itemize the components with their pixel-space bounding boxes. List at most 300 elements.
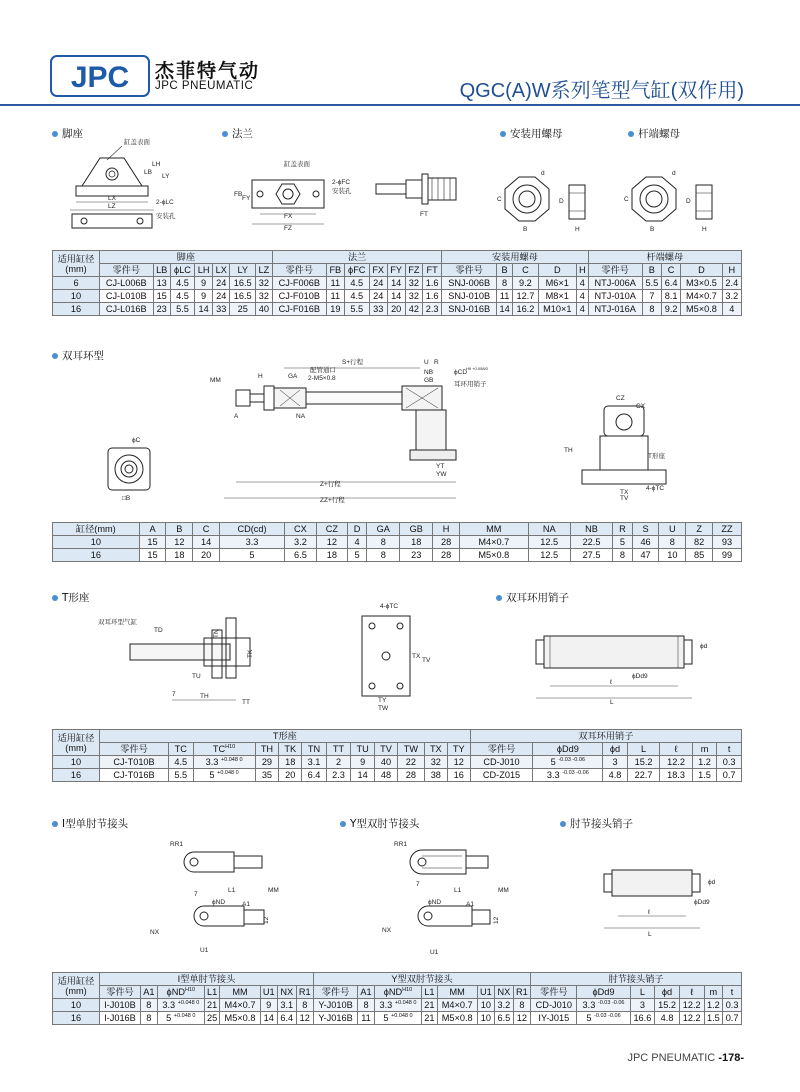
table-cell: I-J016B: [100, 1012, 141, 1025]
table-cell: M5×0.8: [459, 549, 528, 562]
label-mount-hole: 安装孔: [332, 188, 352, 195]
column-header: t: [717, 743, 742, 756]
svg-text:TH: TH: [200, 693, 209, 700]
column-header: 零件号: [313, 986, 357, 999]
table-cell: 14: [351, 769, 375, 782]
table-cell: [193, 769, 255, 782]
svg-text:L: L: [648, 931, 652, 938]
column-header: TW: [397, 743, 424, 756]
header-bore: 适用缸径 (mm): [53, 730, 100, 756]
column-header: B: [642, 264, 661, 277]
column-header: Z: [686, 523, 713, 536]
svg-text:MM: MM: [498, 887, 509, 894]
table-cell: [374, 999, 421, 1012]
column-header: A1: [358, 986, 375, 999]
svg-text:TX: TX: [620, 489, 629, 496]
table-cell: 4.5: [170, 277, 194, 290]
table-cell: 8: [140, 999, 157, 1012]
section-label-joint-pin: [560, 816, 633, 831]
svg-text:12: 12: [493, 916, 500, 924]
table-cell: 23: [400, 549, 433, 562]
svg-text:LH: LH: [152, 161, 161, 168]
table-cell: 9: [195, 277, 213, 290]
column-header: TT: [326, 743, 351, 756]
table-cell: 46: [632, 536, 659, 549]
section-label-flange: [222, 126, 253, 141]
spec-table-t-bracket-pin: [52, 729, 742, 782]
table-cell: 42: [405, 303, 422, 316]
table-cell: 18: [400, 536, 433, 549]
svg-text:TV: TV: [620, 495, 629, 502]
column-header: C: [193, 523, 220, 536]
table-cell: 5.5: [344, 303, 369, 316]
svg-text:CX: CX: [636, 403, 646, 410]
svg-text:ℓ: ℓ: [648, 909, 651, 916]
column-header: FT: [423, 264, 442, 277]
table-cell: 8: [140, 1012, 157, 1025]
cell-value: 5: [209, 769, 215, 780]
table-cell: 12.7: [513, 290, 538, 303]
page-title: QGC(A)W系列笔型气缸(双作用): [459, 80, 744, 102]
column-header: H: [576, 264, 588, 277]
bullet-icon: [628, 131, 634, 137]
column-header: ℓ: [660, 743, 692, 756]
column-header: 零件号: [272, 264, 326, 277]
table-cell: 4: [576, 290, 588, 303]
table-cell: 28: [397, 769, 424, 782]
column-header: 零件号: [100, 986, 141, 999]
table-cell: 24: [213, 290, 230, 303]
table-cell: 12.5: [528, 536, 570, 549]
table-cell: IY-J015: [531, 1012, 577, 1025]
table-cell: M4×0.7: [220, 999, 260, 1012]
table-cell: 6.5: [284, 549, 316, 562]
table-cell: 24: [369, 290, 387, 303]
table-cell: 14: [195, 303, 213, 316]
table-cell: 15: [153, 290, 170, 303]
table-cell: M6×1: [538, 277, 576, 290]
svg-text:B: B: [650, 226, 655, 233]
table-cell: 18: [279, 756, 302, 769]
column-header: t: [723, 986, 742, 999]
svg-text:NB: NB: [424, 369, 434, 376]
table-cell: 15.2: [627, 756, 659, 769]
column-header: TV: [375, 743, 398, 756]
column-header: MM: [437, 986, 477, 999]
table-cell: 2.3: [423, 303, 442, 316]
svg-text:L1: L1: [228, 887, 236, 894]
table-cell: CJ-T010B: [100, 756, 169, 769]
brand-name-en: JPC PNEUMATIC: [155, 80, 254, 92]
column-header: ϕFC: [344, 264, 369, 277]
header-flange: 法兰: [272, 251, 442, 264]
table-cell: 4.5: [168, 756, 193, 769]
brand-name-cn: 杰菲特气动: [155, 60, 261, 82]
svg-text:YW: YW: [436, 471, 447, 478]
column-header: R1: [296, 986, 313, 999]
svg-text:U1: U1: [200, 947, 209, 954]
svg-text:7: 7: [416, 881, 420, 888]
table-cell: 1.5: [692, 769, 717, 782]
bullet-icon: [52, 595, 58, 601]
table-cell: CD-Z015: [470, 769, 533, 782]
svg-text:NA: NA: [296, 413, 306, 420]
svg-text:TD: TD: [154, 627, 163, 634]
svg-text:H9 +0.058/0: H9 +0.058/0: [466, 366, 488, 371]
table-cell: 4.5: [170, 290, 194, 303]
table-cell: 0.7: [717, 769, 742, 782]
svg-text:H: H: [702, 226, 707, 233]
clevis-pin-drawing: [530, 626, 730, 706]
tolerance: +0.048 0: [173, 1012, 196, 1019]
table-cell: Y-J016B: [313, 1012, 357, 1025]
table-cell: 11: [326, 277, 344, 290]
header-bore: 适用缸径 (mm): [53, 973, 100, 999]
bullet-icon: [52, 353, 58, 359]
table-cell: 6.4: [302, 769, 327, 782]
section-label-clevis-pin: [496, 590, 569, 605]
cell-value: 3.3: [546, 769, 560, 780]
table-cell: 8: [367, 536, 400, 549]
table-cell: 11: [358, 1012, 375, 1025]
table-cell: 3.1: [277, 999, 296, 1012]
column-header: GA: [367, 523, 400, 536]
label-mount-hole: 安装孔: [156, 213, 176, 220]
table-cell: 7: [642, 290, 661, 303]
section-title: T形座: [62, 592, 90, 604]
table-cell: CJ-L006B: [100, 277, 154, 290]
column-header: C: [513, 264, 538, 277]
table-cell: 9: [260, 999, 277, 1012]
table-cell: 47: [632, 549, 659, 562]
table-cell: SNJ-010B: [442, 290, 497, 303]
label-clevis-pin: 耳环用销子: [454, 381, 487, 388]
table-cell: 1.2: [692, 756, 717, 769]
table-cell: 3: [603, 756, 628, 769]
table-cell: 25: [204, 1012, 220, 1025]
row-bore: 10: [53, 536, 140, 549]
column-header: ϕND$^{H10}$: [157, 986, 204, 999]
table-cell: M5×0.8: [681, 303, 722, 316]
svg-text:GA: GA: [288, 373, 298, 380]
table-cell: 82: [686, 536, 713, 549]
table-cell: 4: [347, 536, 367, 549]
svg-text:NX: NX: [150, 929, 160, 936]
page-number: -178-: [718, 1052, 744, 1064]
table-cell: 38: [424, 769, 447, 782]
table-cell: 5: [347, 549, 367, 562]
svg-text:FT: FT: [420, 211, 428, 218]
column-header: 缸径(mm): [53, 523, 140, 536]
table-cell: 2.4: [722, 277, 741, 290]
column-header: CD(cd): [220, 523, 285, 536]
column-header: R1: [513, 986, 530, 999]
column-header: LY: [230, 264, 255, 277]
bullet-icon: [560, 821, 566, 827]
joint-pin-drawing: [598, 862, 728, 942]
table-cell: 2.3: [326, 769, 351, 782]
table-cell: 3.1: [302, 756, 327, 769]
table-cell: 99: [713, 549, 742, 562]
svg-text:GB: GB: [424, 377, 434, 384]
table-cell: NTJ-016A: [588, 303, 642, 316]
table-cell: I-J010B: [100, 999, 141, 1012]
svg-text:ℓ: ℓ: [610, 679, 613, 686]
table-cell: 11: [497, 290, 513, 303]
column-header: H: [722, 264, 741, 277]
column-header: ϕDd9: [533, 743, 603, 756]
table-cell: 8: [642, 303, 661, 316]
table-cell: 33: [213, 303, 230, 316]
cell-value: 3.3: [379, 999, 393, 1010]
table-cell: 16.6: [630, 1012, 655, 1025]
column-header: TN: [302, 743, 327, 756]
row-bore: 10: [53, 290, 100, 303]
svg-text:TK: TK: [247, 649, 254, 658]
table-cell: 35: [255, 769, 279, 782]
header-rule: [0, 104, 800, 106]
label-clevis-cylinder: 双耳环型气缸: [98, 619, 137, 626]
column-header: 零件号: [100, 264, 154, 277]
section-label-y-joint: [340, 816, 419, 831]
table-cell: [577, 999, 630, 1012]
svg-text:FZ: FZ: [284, 225, 292, 232]
svg-text:TV: TV: [422, 657, 431, 664]
table-cell: 21: [422, 1012, 438, 1025]
tolerance-grade: H10: [184, 986, 196, 993]
table-cell: 8.1: [662, 290, 681, 303]
double-clevis-drawing: [200, 352, 490, 508]
table-cell: 18: [316, 549, 347, 562]
table-cell: [577, 1012, 630, 1025]
table-cell: 9.2: [662, 303, 681, 316]
bullet-icon: [496, 595, 502, 601]
table-cell: 1.6: [423, 290, 442, 303]
svg-text:RR1: RR1: [170, 841, 184, 848]
svg-text:7: 7: [194, 891, 198, 898]
table-cell: [533, 769, 603, 782]
table-cell: 5: [220, 549, 285, 562]
column-header: TC: [168, 743, 193, 756]
svg-text:TY: TY: [378, 697, 387, 704]
table-cell: 14: [497, 303, 513, 316]
table-cell: M4×0.7: [459, 536, 528, 549]
column-header: R: [613, 523, 633, 536]
table-cell: 40: [375, 756, 398, 769]
footer-brand: JPC PNEUMATIC: [627, 1052, 716, 1064]
svg-text:U: U: [424, 359, 429, 366]
section-title: 双耳环型: [62, 350, 104, 362]
svg-text:H: H: [575, 226, 580, 233]
table-cell: 3: [630, 999, 655, 1012]
column-header: LB: [153, 264, 170, 277]
table-cell: 8: [358, 999, 375, 1012]
table-cell: 0.3: [723, 999, 742, 1012]
label-t-bracket: T形座: [648, 453, 665, 460]
bullet-icon: [222, 131, 228, 137]
page-footer: [627, 1052, 744, 1064]
header-rod-nut: 杆端螺母: [588, 251, 741, 264]
table-cell: 25: [230, 303, 255, 316]
svg-text:RR1: RR1: [394, 841, 408, 848]
table-cell: 12.2: [679, 1012, 704, 1025]
table-cell: M8×1: [538, 290, 576, 303]
i-joint-drawing: [150, 834, 290, 958]
section-label-double-clevis: [52, 348, 104, 363]
table-cell: 4.5: [344, 290, 369, 303]
table-cell: NTJ-010A: [588, 290, 642, 303]
section-title: 双耳环用销子: [506, 592, 569, 604]
column-header: 零件号: [531, 986, 577, 999]
table-cell: M4×0.7: [681, 290, 722, 303]
table-cell: 10: [659, 549, 686, 562]
header-joint-pin: 肘节接头销子: [531, 973, 742, 986]
svg-text:ϕd: ϕd: [708, 879, 716, 886]
tolerance: -0.03 -0.06: [558, 756, 585, 763]
column-header: ZZ: [713, 523, 742, 536]
svg-text:ϕC: ϕC: [132, 437, 141, 444]
cell-value: 5: [550, 756, 556, 767]
svg-text:LB: LB: [144, 169, 152, 176]
column-header: L1: [204, 986, 220, 999]
header-clevis-pin: 双耳环用销子: [470, 730, 741, 743]
section-label-i-joint: [52, 816, 128, 831]
table-cell: 13: [153, 277, 170, 290]
cell-value: 5: [586, 1012, 592, 1023]
svg-text:TW: TW: [378, 705, 389, 712]
table-cell: 5.5: [642, 277, 661, 290]
cell-value: 3.3: [205, 756, 219, 767]
jpc-logo: [50, 55, 150, 97]
svg-text:ϕDd9: ϕDd9: [632, 673, 648, 680]
table-row: [53, 999, 742, 1012]
svg-text:ϕDd9: ϕDd9: [694, 899, 710, 906]
spec-table-double-clevis: [52, 522, 742, 562]
table-cell: 16.2: [513, 303, 538, 316]
column-header: D: [681, 264, 722, 277]
svg-text:12: 12: [263, 916, 270, 924]
svg-text:TT: TT: [242, 699, 250, 706]
table-row: [53, 303, 742, 316]
bullet-icon: [52, 131, 58, 137]
cell-value: 3.3: [582, 999, 596, 1010]
t-bracket-side-drawing: [96, 608, 266, 708]
column-header: TY: [447, 743, 470, 756]
foot-drawing: [62, 138, 182, 238]
table-cell: 8: [497, 277, 513, 290]
table-cell: 33: [369, 303, 387, 316]
section-label-t-bracket: [52, 590, 89, 605]
tolerance: +0.048 0: [217, 769, 239, 776]
svg-text:A: A: [234, 413, 239, 420]
table-cell: CJ-L010B: [100, 290, 154, 303]
tolerance: -0.03 -0.06: [562, 769, 589, 776]
column-header: FX: [369, 264, 387, 277]
svg-text:d: d: [541, 170, 545, 177]
table-cell: 93: [713, 536, 742, 549]
label-port-size: 2-M5×0.8: [308, 375, 336, 382]
table-cell: 4: [576, 303, 588, 316]
cell-value: 3.3: [162, 999, 176, 1010]
table-cell: 27.5: [570, 549, 612, 562]
table-cell: [193, 756, 255, 769]
column-header: U1: [260, 986, 277, 999]
table-cell: 1.5: [704, 1012, 723, 1025]
column-header: 零件号: [470, 743, 533, 756]
row-bore: 10: [53, 756, 100, 769]
table-cell: CJ-L016B: [100, 303, 154, 316]
section-title: 安装用螺母: [510, 128, 563, 140]
column-header: $TC^{H10}$: [193, 743, 255, 756]
header-t-bracket: T形座: [100, 730, 471, 743]
column-header: NX: [495, 986, 514, 999]
table-cell: 3.2: [722, 290, 741, 303]
table-cell: CD-J010: [470, 756, 533, 769]
table-cell: CJ-T016B: [100, 769, 169, 782]
table-cell: 8: [296, 999, 313, 1012]
column-header: LZ: [255, 264, 272, 277]
table-cell: 1.6: [423, 277, 442, 290]
row-bore: 16: [53, 549, 140, 562]
section-title: 杆端螺母: [638, 128, 680, 140]
table-cell: 12.5: [528, 549, 570, 562]
column-header: CX: [284, 523, 316, 536]
t-bracket-front-view: [560, 392, 670, 500]
table-cell: [157, 1012, 204, 1025]
section-title: I型单肘节接头: [62, 818, 129, 830]
column-header: CZ: [316, 523, 347, 536]
svg-text:MM: MM: [210, 377, 221, 384]
table-cell: M3×0.5: [681, 277, 722, 290]
bullet-icon: [340, 821, 346, 827]
svg-text:7: 7: [172, 691, 176, 698]
svg-text:TX: TX: [412, 653, 421, 660]
cell-value: 5: [166, 1012, 172, 1023]
table-cell: 1.2: [704, 999, 723, 1012]
column-header: D: [347, 523, 367, 536]
table-cell: 21: [422, 999, 438, 1012]
table-cell: Y-J010B: [313, 999, 357, 1012]
svg-text:A1: A1: [242, 901, 250, 908]
table-cell: CJ-F010B: [272, 290, 326, 303]
table-row: [53, 277, 742, 290]
table-cell: 14: [387, 290, 405, 303]
column-header: L1: [422, 986, 438, 999]
column-header: TU: [351, 743, 375, 756]
tolerance: +0.048 0: [177, 999, 200, 1006]
table-cell: 16.5: [230, 277, 255, 290]
svg-text:H: H: [258, 373, 263, 380]
table-row: [53, 290, 742, 303]
header-i-joint: I型单肘节接头: [100, 973, 314, 986]
double-clevis-end-view: [100, 432, 160, 502]
column-header: ϕDd9: [577, 986, 630, 999]
table-cell: 18.3: [660, 769, 692, 782]
tolerance-grade: H10: [225, 743, 236, 750]
column-header: TK: [279, 743, 302, 756]
svg-text:□B: □B: [122, 495, 131, 502]
column-header: 零件号: [100, 743, 169, 756]
table-cell: 32: [255, 277, 272, 290]
svg-text:A1: A1: [466, 901, 474, 908]
header-foot: 脚座: [100, 251, 273, 264]
table-cell: 12: [513, 1012, 530, 1025]
table-cell: M4×0.7: [437, 999, 477, 1012]
table-row: [53, 549, 742, 562]
tolerance: -0.03 -0.06: [594, 1012, 621, 1019]
svg-text:LZ: LZ: [108, 203, 116, 210]
svg-text:L1: L1: [454, 887, 462, 894]
